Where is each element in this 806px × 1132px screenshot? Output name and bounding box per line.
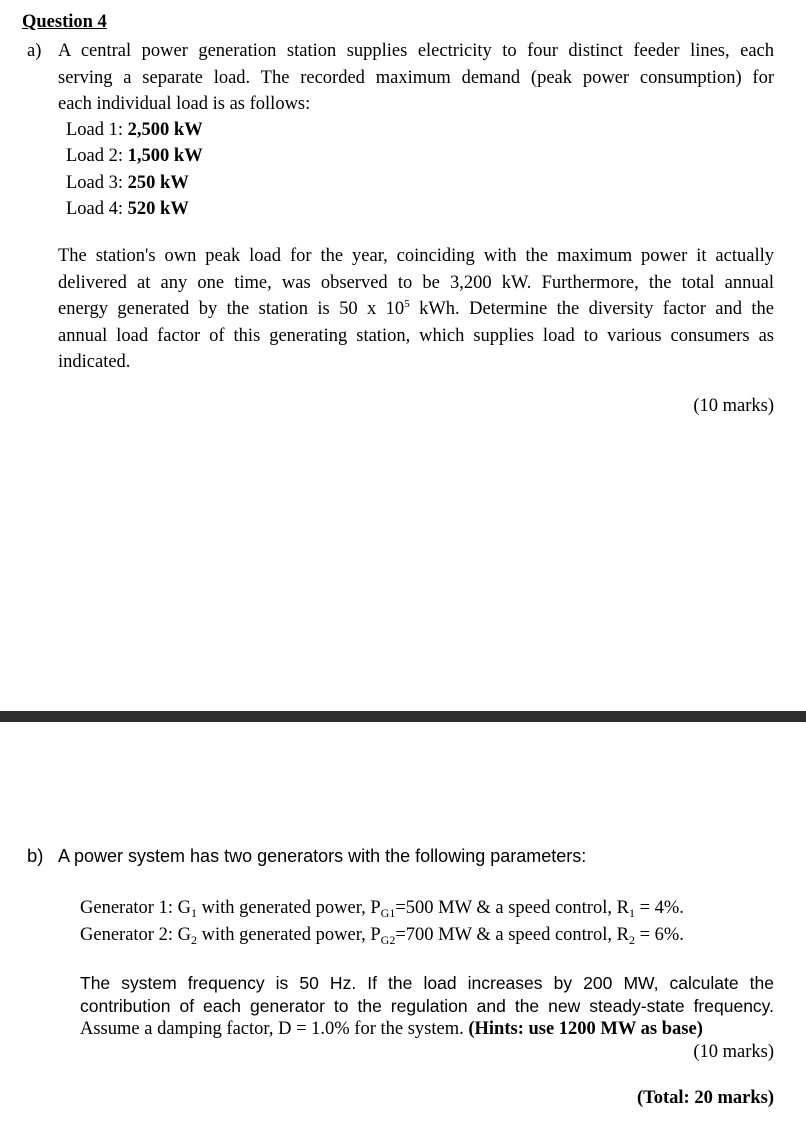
load-3 (66, 170, 189, 197)
part-a-marker: a) (27, 41, 42, 61)
gen1-sub-3: 1 (628, 906, 635, 920)
generator-2-line (80, 922, 684, 948)
gen2-sub-2: G2 (380, 933, 396, 947)
load-4-label: Load 4: (66, 199, 128, 219)
part-b-para-line: contribution of each generator to the regulation and the new steady-state frequency. (80, 996, 774, 1016)
gen1-sub-1: 1 (190, 906, 197, 920)
part-a-marks: (10 marks) (693, 396, 774, 416)
energy-text-post: kWh. Determine the diversity factor and the (409, 299, 774, 319)
part-a-energy-line (58, 296, 774, 323)
generator-1-line (80, 895, 684, 921)
section-divider (0, 711, 806, 722)
load-4-value: 520 kW (127, 199, 189, 219)
load-3-label: Load 3: (66, 173, 128, 193)
load-1-value: 2,500 kW (127, 120, 203, 140)
part-b-para-line: The system frequency is 50 Hz. If the load increases by 200 MW, calculate the (80, 973, 774, 993)
part-a-intro-line: A central power generation station supplies electricity to four distinct feeder lines, each (58, 41, 774, 61)
part-a-para-line: indicated. (58, 352, 131, 372)
gen2-sub-1: 2 (190, 933, 197, 947)
gen1-sub-2: G1 (380, 906, 396, 920)
part-b-marker: b) (27, 845, 44, 866)
part-a-intro (58, 38, 774, 118)
energy-text-pre: energy generated by the station is 50 x 10 (58, 299, 405, 319)
part-a-paragraph (58, 243, 774, 376)
load-4 (66, 196, 189, 223)
part-b-hint: (Hints: use 1200 MW as base) (468, 1019, 703, 1039)
load-1-label: Load 1: (66, 120, 128, 140)
part-a-para-line: delivered at any one time, was observed to be 3,200 kW. Furthermore, the total annual (58, 272, 774, 293)
part-a-para-line: annual load factor of this generating station, which supplies load to various consumers as (58, 325, 774, 346)
part-a-para-line: The station's own peak load for the year, coinciding with the maximum power it actually (58, 246, 774, 266)
total-marks: (Total: 20 marks) (636, 1088, 774, 1108)
load-2 (66, 143, 203, 170)
part-b-marks: (10 marks) (693, 1042, 774, 1062)
gen2-text-4: = 6%. (634, 925, 684, 945)
gen1-text-3: =500 MW & a speed control, R (395, 898, 629, 918)
gen1-text-2: with generated power, P (196, 898, 381, 918)
load-2-value: 1,500 kW (127, 146, 203, 166)
gen2-text-3: =700 MW & a speed control, R (395, 925, 629, 945)
part-b-intro: A power system has two generators with the following parameters: (58, 846, 587, 866)
gen1-text-4: = 4%. (634, 898, 684, 918)
part-b-paragraph (80, 972, 774, 1041)
energy-exponent: 5 (404, 298, 410, 310)
gen2-text-1: Generator 2: G (80, 925, 191, 945)
load-1 (66, 117, 203, 144)
part-b-last-line (80, 1018, 774, 1041)
load-2-label: Load 2: (66, 146, 128, 166)
gen1-text-1: Generator 1: G (80, 898, 191, 918)
question-title: Question 4 (22, 12, 107, 32)
part-b-assume-text: Assume a damping factor, D = 1.0% for the system. (80, 1019, 469, 1039)
gen2-text-2: with generated power, P (196, 925, 381, 945)
gen2-sub-3: 2 (628, 933, 635, 947)
load-3-value: 250 kW (127, 173, 189, 193)
part-a-intro-line: each individual load is as follows: (58, 94, 311, 114)
part-a-intro-line: serving a separate load. The recorded maximum demand (peak power consumption) for (58, 67, 774, 88)
